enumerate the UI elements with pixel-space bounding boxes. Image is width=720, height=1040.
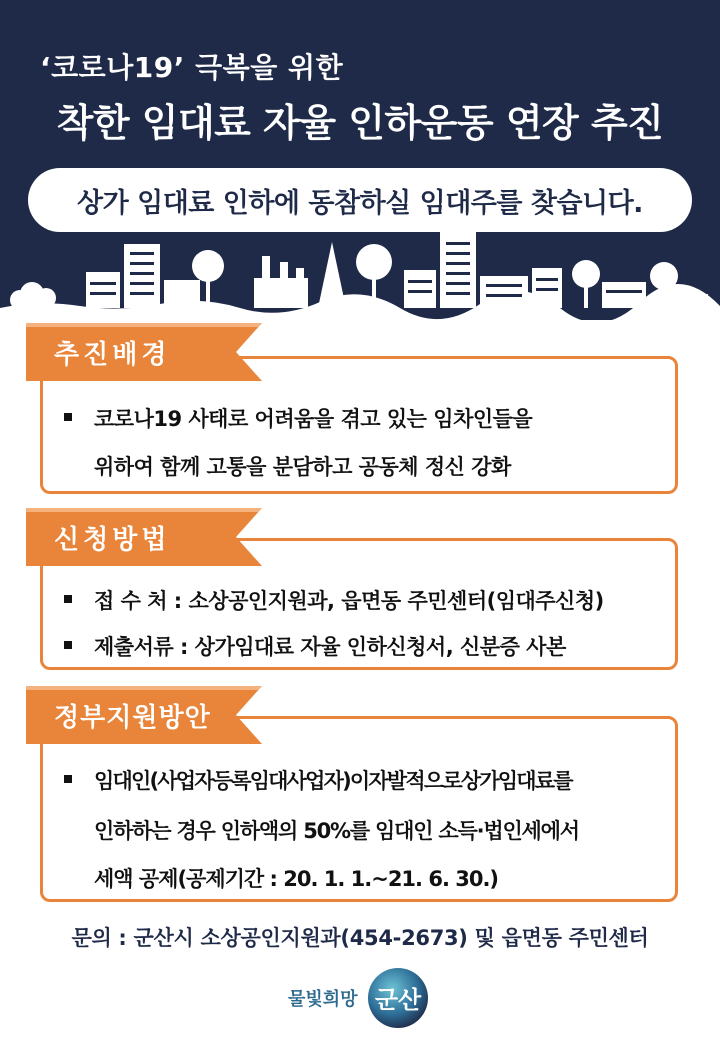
section-text-line: 제출서류 : 상가임대료 자율 인하신청서, 신분증 사본: [94, 635, 566, 659]
logo-mark-text: 군산: [374, 986, 422, 1014]
section-tag-label: 추진배경: [54, 339, 171, 370]
logo-text: 물빛희망: [288, 989, 358, 1010]
city-skyline-illustration: [0, 228, 720, 328]
bullet-icon: [64, 641, 72, 649]
main-title: 착한 임대료 자율 인하운동 연장 추진: [56, 101, 664, 145]
bullet-icon: [64, 595, 72, 603]
contact-info: 문의 : 군산시 소상공인지원과(454-2673) 및 읍면동 주민센터: [71, 926, 649, 950]
section-tag-support: [26, 686, 290, 744]
section-text-line: 위하여 함께 고통을 분담하고 공동체 정신 강화: [94, 455, 511, 479]
section-tag-label: 정부지원방안: [54, 702, 211, 733]
sub-title: ‘코로나19’ 극복을 위한: [40, 51, 344, 84]
section-tag-background: [26, 323, 290, 381]
section-text-line: 코로나19 사태로 어려움을 겪고 있는 임차인들을: [94, 407, 533, 431]
section-tag-application: [26, 508, 290, 566]
banner-pill: [28, 168, 692, 232]
bullet-icon: [64, 413, 72, 421]
section-text-line: 인하하는 경우 인하액의 50%를 임대인 소득·법인세에서: [94, 819, 579, 843]
section-text-line: 접 수 처 : 소상공인지원과, 읍면동 주민센터(임대주신청): [94, 589, 604, 613]
section-tag-label: 신청방법: [54, 524, 171, 555]
banner-text: 상가 임대료 인하에 동참하실 임대주를 찾습니다.: [77, 187, 643, 219]
city-logo-icon: [364, 964, 432, 1032]
section-text-line: 임대인(사업자등록임대사업자)이자발적으로상가임대료를: [94, 769, 572, 793]
section-text-line: 세액 공제(공제기간 : 20. 1. 1.~21. 6. 30.): [94, 867, 499, 891]
bullet-icon: [64, 775, 72, 783]
